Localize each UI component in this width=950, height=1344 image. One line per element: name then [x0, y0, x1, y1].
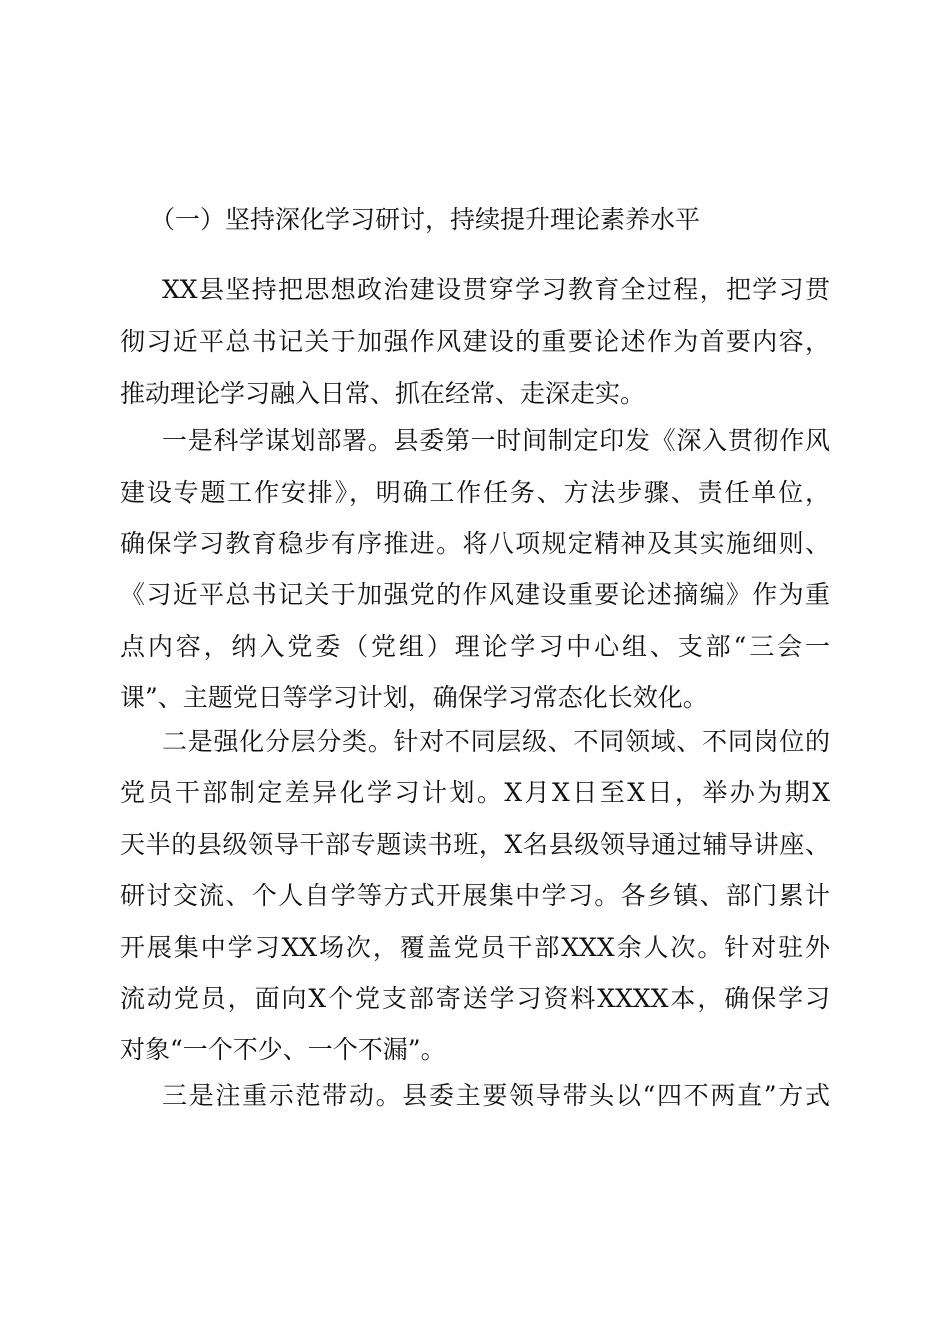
paragraph-line: 课”、主题党日等学习计划，确保学习常态化长效化。	[120, 683, 708, 712]
paragraph-line: 点内容，纳入党委（党组）理论学习中心组、支部“三会一	[120, 632, 830, 661]
section-heading: （一）坚持深化学习研讨，持续提升理论素养水平	[150, 205, 701, 234]
paragraph-line: 彻习近平总书记关于加强作风建设的重要论述作为首要内容，	[120, 327, 830, 356]
paragraph-line: 三是注重示范带动。县委主要领导带头以“四不两直”方式	[162, 1081, 830, 1110]
paragraph-line: 天半的县级领导干部专题读书班，X名县级领导通过辅导讲座、	[120, 830, 830, 859]
paragraph-line: 建设专题工作安排》，明确工作任务、方法步骤、责任单位，	[120, 478, 830, 507]
paragraph-line: XX县坚持把思想政治建设贯穿学习教育全过程，把学习贯	[162, 275, 830, 304]
paragraph-line: 对象“一个不少、一个不漏”。	[120, 1035, 446, 1064]
paragraph-line: 确保学习教育稳步有序推进。将八项规定精神及其实施细则、	[120, 529, 830, 558]
paragraph-line: 研讨交流、个人自学等方式开展集中学习。各乡镇、部门累计	[120, 881, 830, 910]
paragraph-line: 二是强化分层分类。针对不同层级、不同领域、不同岗位的	[162, 727, 830, 756]
paragraph-line: 《习近平总书记关于加强党的作风建设重要论述摘编》作为重	[120, 580, 830, 609]
paragraph-line: 一是科学谋划部署。县委第一时间制定印发《深入贯彻作风	[162, 426, 830, 455]
paragraph-line: 开展集中学习XX场次，覆盖党员干部XXX余人次。针对驻外	[120, 933, 830, 962]
paragraph-line: 推动理论学习融入日常、抓在经常、走深走实。	[120, 379, 646, 408]
paragraph-line: 流动党员，面向X个党支部寄送学习资料XXXX本，确保学习	[120, 984, 830, 1013]
paragraph-line: 党员干部制定差异化学习计划。X月X日至X日，举办为期X	[120, 778, 830, 807]
